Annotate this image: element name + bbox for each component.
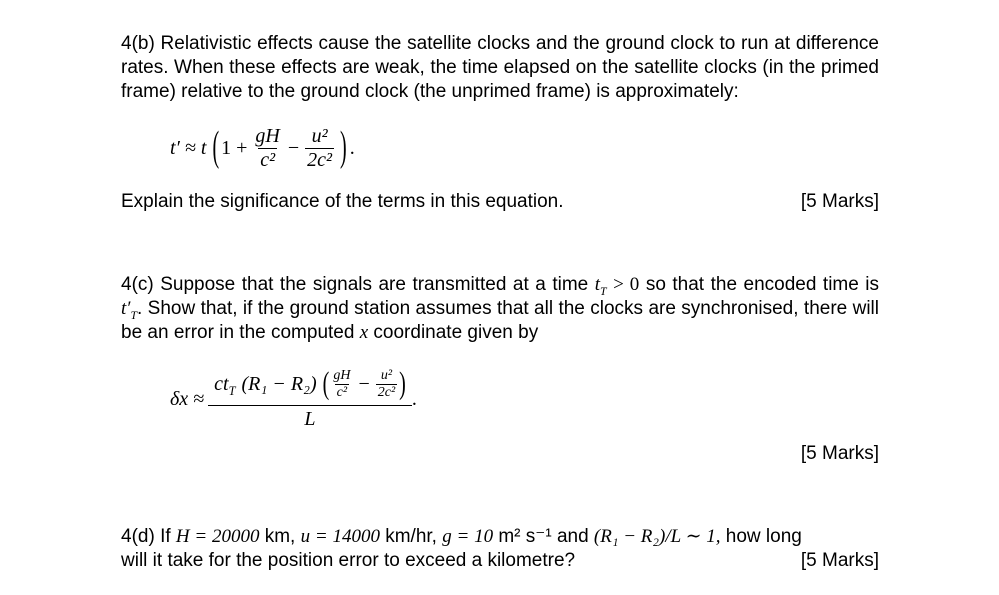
q4b-marks: [5 Marks] [800,191,879,212]
q4b-frac-gH: $\frac{gH}{\text{c²}}$ [255,124,280,171]
q4c-eq-lhs: δx ≈ [170,387,205,410]
q4c-equation: δx ≈ $ct_T$ (R₁ − R₂) ( $\frac{gH}{\text{c²}}$ − $\frac{\text{u²}}{\text{2c²}}$ ) L . [170,365,417,430]
q4c-frac-u2: $\frac{\text{u²}}{\text{2c²}}$ [377,367,396,400]
q4c-tT-prime: $t'_T$ [121,298,137,322]
q4c-text: 4(c) Suppose that the signals are transmitted at a time $t_T > 0$ so that the encoded time is $t'_T$. Show that, if the ground station assumes that all the clocks are synchronised, there will be an error in the computed x coordinate given by [121,274,880,343]
q4b-text [121,32,879,104]
q4b-frac-u2: $\frac{\text{u²}}{\text{2c²}}$ [307,124,333,171]
q4d-marks: [5 Marks] [800,550,879,571]
q4c-frac-gH: $\frac{gH}{\text{c²}}$ [333,367,351,400]
q4c-main-fraction: $ct_T$ (R₁ − R₂) ( $\frac{gH}{\text{c²}}$ − $\frac{\text{u²}}{\text{2c²}}$ ) L [210,368,410,431]
q4b-minus: − [287,136,300,159]
q4b-body: 4(b) Relativistic effects cause the satellite clocks and the ground clock to run at difference rates. When these effects are weak, the time elapsed on the satellite clocks (in the primed frame) relative to the ground clock (the unprimed frame) is approximately: [121,33,879,102]
q4b-eq-lhs: t′ ≈ t [170,136,207,159]
q4b-eq-one: 1 + [221,136,248,159]
q4b-explain-row [121,190,879,214]
q4d-line1: 4(d) If H = 20000 km, u = 14000 km/hr, g = 10 m² s⁻¹ and (R₁ − R₂)/L ∼ 1, how long [121,526,802,547]
q4b-equation: t′ ≈ t ( 1 + $\frac{gH}{\text{c²}}$ − $\frac{\text{u²}}{\text{2c²}}$ ) . [170,123,355,171]
q4c-tT: $t_T$ [594,274,607,298]
q4d-line2: will it take for the position error to exceed a kilometre? [5 Marks] [121,550,879,571]
q4b-eq-end: . [349,136,355,159]
q4c-marks: [5 Marks] [800,443,879,464]
q4b-explain: Explain the significance of the terms in this equation. [121,191,564,212]
